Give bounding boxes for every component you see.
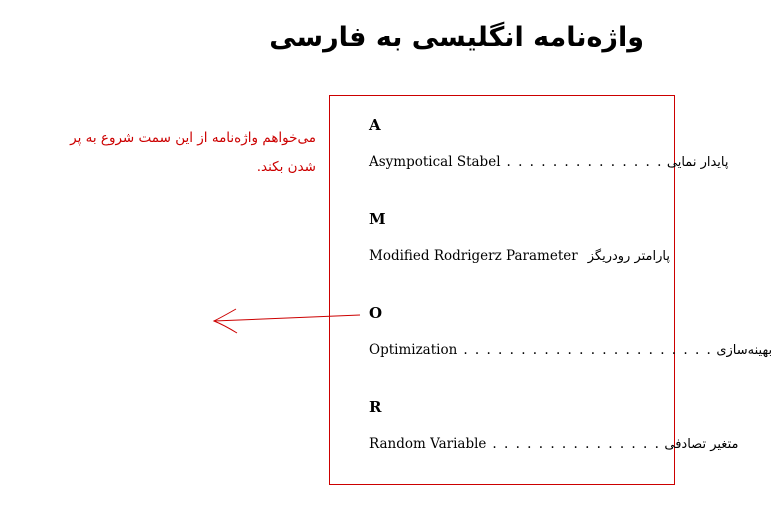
section-letter-r: R [369,398,382,416]
page-title: واژه‌نامه انگلیسی به فارسی [269,22,644,53]
leader-dots: . . . . . . . . . . . . . . . . . . . . . . [463,342,713,358]
term-english: Modified Rodrigerz Parameter [369,248,578,264]
section-letter-o: O [369,304,383,322]
glossary-entry [369,154,729,170]
glossary-entry [369,248,670,264]
leader-dots: . . . . . . . . . . . . . . [506,154,663,170]
term-english: Optimization [369,342,458,358]
section-letter-m: M [369,210,386,228]
term-english: Asympotical Stabel [369,154,501,170]
term-persian: پایدار نمایی [666,155,729,170]
glossary-box [329,95,772,485]
section-letter-a: A [369,116,381,134]
term-persian: پارامتر رودریگز [587,249,670,264]
term-persian: متغیر تصادفی [664,437,739,452]
annotation-note: می‌خواهم واژه‌نامه از این سمت شروع به پر شدن بکند. [70,130,316,175]
term-english: Random Variable [369,436,487,452]
glossary-entry [369,436,739,452]
leader-dots: . . . . . . . . . . . . . . . [492,436,661,452]
glossary-entry [369,342,772,358]
term-persian: بهینه‌سازی [716,343,772,358]
